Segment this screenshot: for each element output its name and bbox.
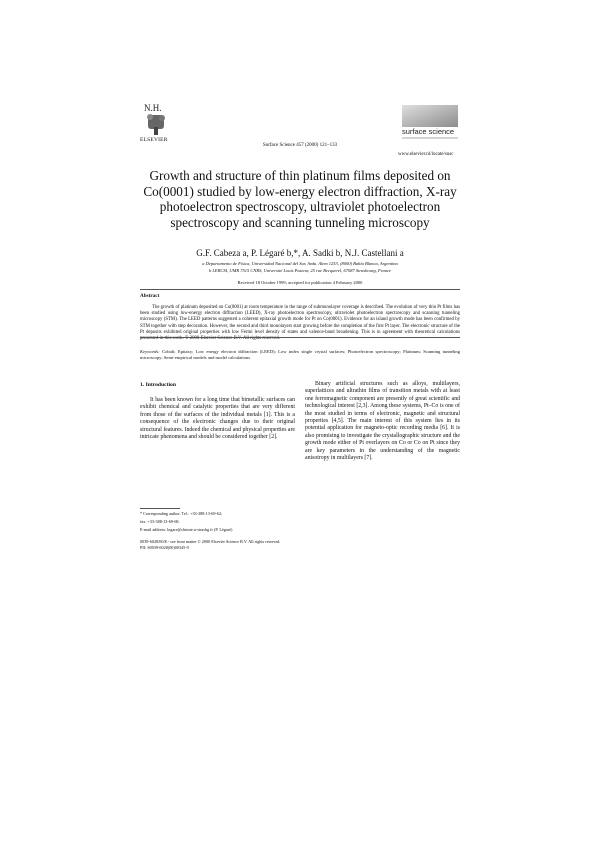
publisher-name: ELSEVIER: [140, 137, 168, 143]
keywords-text: Cobalt; Epitaxy; Low energy electron diffraction (LEED); Low index single crystal surfaces; Photoelectron spectroscopy; Platinum; Scanning tunneling microscopy; Semi-empirical models and model calculations: [140, 349, 460, 360]
journal-logo: [400, 101, 460, 147]
affiliation-a: a Departamento de Física, Universidad Nacional del Sur, Avda. Alem 1253, (8000) Bahía Blanca, Argentina: [202, 261, 398, 266]
authors: G.F. Cabeza a, P. Légaré b,*, A. Sadki b, N.J. Castellani a: [196, 248, 404, 258]
keywords-label: Keywords:: [140, 349, 160, 354]
copyright-line: 0039-6028/00/$ - see front matter © 2000 Elsevier Science B.V. All rights reserved.: [140, 539, 281, 544]
svg-text:N.H.: N.H.: [144, 103, 162, 113]
footnote-email: E-mail address: legare@chimie.u-strasbg.fr (P. Légaré): [140, 527, 233, 532]
section-heading: 1. Introduction: [140, 382, 176, 388]
pii-line: PII: S0039-6028(00)00345-9: [140, 545, 189, 550]
journal-reference: Surface Science 457 (2000) 121–133: [262, 143, 338, 148]
journal-url[interactable]: www.elsevier.nl/locate/susc: [398, 152, 454, 157]
svg-text:surface science: surface science: [402, 127, 455, 136]
divider-bottom: [140, 337, 460, 338]
abstract-text: The growth of platinum deposited on Co(0001) at room temperature in the range of submonolayer coverage is described. The evolution of very thin Pt films has been studied using low-energy electron diffraction (LEED), X-ray photoelectron spectroscopy, ultraviolet photoelectron spectroscopy and scanning tunneling microscopy (STM). The LEED patterns suggested a coherent epitaxial growth mode for Pt on Co(0001). Evidence for an island growth mode has been confirmed by STM together with step decoration. However, the second and third monolayers start growing before the completion of the first Pt layer. The electronic structure of the Pt deposits exhibited original properties with low Fermi level density of states and valence-band broadening. This is in agreement with theoretical calculations presented in this work. © 2000 Elsevier Science B.V. All rights reserved.: [140, 305, 460, 342]
affiliation-b: b LERCSI, UMR 7515 CNRS, Université Louis Pasteur, 25 rue Becquerel, 67087 Strasbourg, France: [209, 268, 391, 273]
keywords: [140, 349, 460, 361]
footnote-fax: fax: +33-388-13-69-68.: [140, 519, 180, 524]
paper-title: Growth and structure of thin platinum films deposited on Co(0001) studied by low-energy electron diffraction, X-ray photoelectron spectroscopy, ultraviolet photoelectron spectroscopy and scanning tunneling microscopy: [143, 168, 457, 230]
abstract-heading: Abstract: [140, 293, 160, 299]
body-right-column: Binary artificial structures such as alloys, multilayers, superlattices and ultrathin films of transition metals with at least one ferromagnetic component are presently of great scientific and technological interest [2,3]. Among these systems, Pt–Co is one of the most studied in terms of electronic, magnetic and structural properties [4,5]. The main interest of this system lies in its potential application for magneto-optic recording media [6]. It is also promising to investigate the crystallographic structure and the growth mode either of Pt overlayers on Co or Co on Pt since they are key parameters in the understanding of the magnetic anisotropy in multilayers [7].: [305, 381, 460, 462]
divider-top: [140, 289, 460, 290]
received-dates: Received 18 October 1999; accepted for publication 4 February 2000: [237, 280, 363, 285]
footnote-corresponding: * Corresponding author. Tel.: +33-388-13-69-62;: [140, 511, 223, 516]
body-left-column: It has been known for a long time that bimetallic surfaces can exhibit chemical and catalytic properties that are very different from those of the surfaces of the individual metals [1]. This is a consequence of the electronic changes due to their original structural features. Indeed the chemical and physical properties are intricate phenomena and should be considered together [2].: [140, 397, 295, 441]
footnote-rule: [140, 508, 180, 509]
